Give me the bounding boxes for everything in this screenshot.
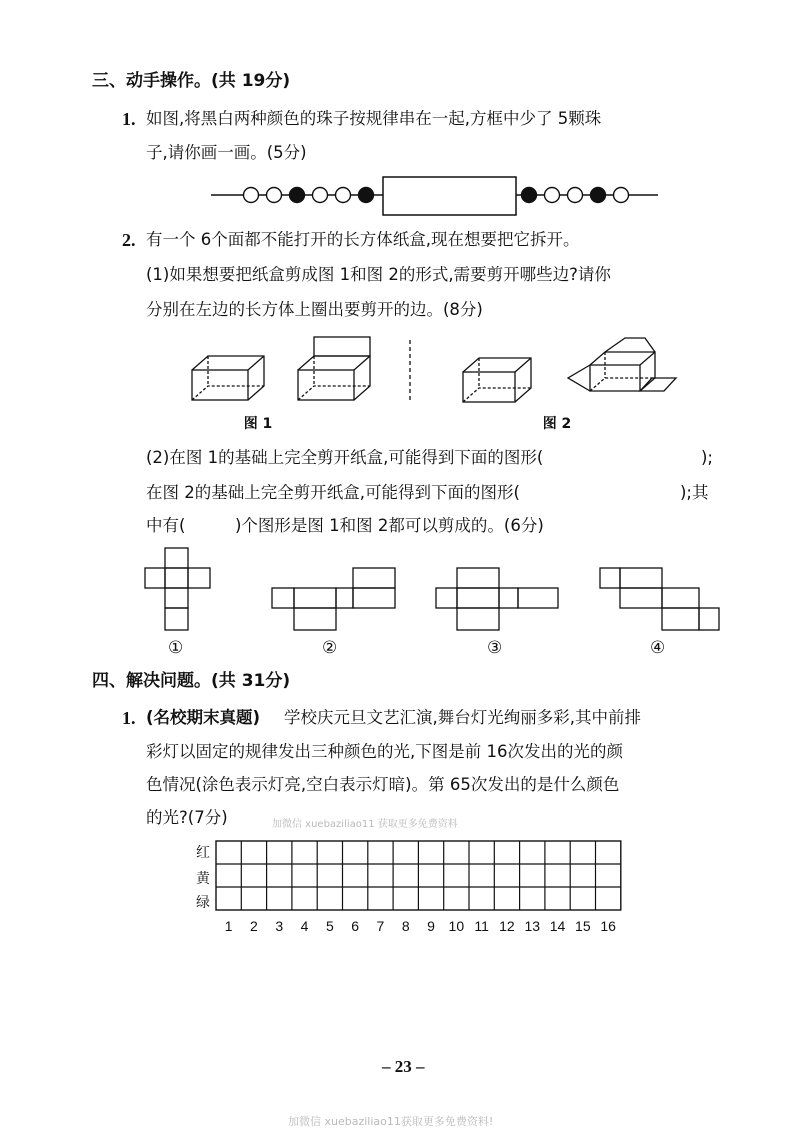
row-label-green: 绿 bbox=[196, 895, 210, 911]
q2-part2-line1: (2)在图 1的基础上完全剪开纸盒,可能得到下面的图形( bbox=[146, 448, 544, 467]
column-number: 2 bbox=[250, 918, 258, 934]
q2-text-line1: 有一个 6个面都不能打开的长方体纸盒,现在想要把它拆开。 bbox=[146, 230, 580, 249]
net-label-3: ③ bbox=[487, 638, 503, 658]
net-4 bbox=[600, 568, 719, 630]
q2-part2-line2: 在图 2的基础上完全剪开纸盒,可能得到下面的图形( bbox=[146, 483, 520, 502]
white-bead bbox=[313, 188, 328, 203]
figure2-label: 图 2 bbox=[542, 416, 572, 432]
cuboid-left-1[interactable] bbox=[192, 356, 264, 400]
column-number: 14 bbox=[549, 918, 566, 934]
q2-part2-line1-end: ); bbox=[701, 448, 713, 467]
column-number: 13 bbox=[524, 918, 541, 934]
column-number: 11 bbox=[474, 918, 489, 934]
q2-part1-line2: 分别在左边的长方体上圈出要剪开的边。(8分) bbox=[146, 300, 483, 319]
q1-text-line1: 如图,将黑白两种颜色的珠子按规律串在一起,方框中少了 5颗珠 bbox=[146, 109, 602, 128]
column-number: 9 bbox=[427, 918, 435, 934]
q2-part2-line2-end: );其 bbox=[680, 483, 709, 502]
column-number: 16 bbox=[600, 918, 616, 934]
q1-text-line2: 子,请你画一画。(5分) bbox=[146, 143, 307, 162]
s4-q1-tag: (名校期末真题) bbox=[146, 708, 261, 727]
column-number: 5 bbox=[325, 918, 334, 934]
net-label-1: ① bbox=[168, 638, 184, 658]
watermark-bottom: 加微信 xuebaziliao11获取更多免费资料! bbox=[288, 1115, 494, 1128]
section4-heading: 四、解决问题。(共 31分) bbox=[92, 671, 291, 691]
black-bead bbox=[522, 188, 537, 203]
page-number: – 23 – bbox=[382, 1057, 425, 1076]
column-number: 8 bbox=[401, 918, 410, 934]
q2-number: 2. bbox=[122, 230, 136, 250]
column-number: 4 bbox=[300, 918, 309, 934]
white-bead bbox=[568, 188, 583, 203]
cuboid-left-2[interactable] bbox=[463, 358, 531, 402]
figure1-open-box bbox=[298, 337, 370, 400]
black-bead bbox=[290, 188, 305, 203]
column-number: 7 bbox=[376, 918, 385, 934]
white-bead bbox=[614, 188, 629, 203]
white-bead bbox=[336, 188, 351, 203]
watermark-mid: 加微信 xuebaziliao11 获取更多免费资料 bbox=[272, 819, 458, 830]
net-1 bbox=[145, 548, 210, 630]
white-bead bbox=[545, 188, 560, 203]
row-label-red: 红 bbox=[196, 845, 210, 861]
black-bead bbox=[591, 188, 606, 203]
s4-q1-line1: 学校庆元旦文艺汇演,舞台灯光绚丽多彩,其中前排 bbox=[284, 708, 641, 727]
q2-part1-line1: (1)如果想要把纸盒剪成图 1和图 2的形式,需要剪开哪些边?请你 bbox=[146, 265, 611, 284]
s4-q1-line4: 的光?(7分) bbox=[146, 808, 228, 827]
missing-beads-box[interactable] bbox=[383, 177, 516, 215]
bead-string bbox=[211, 177, 658, 215]
net-3 bbox=[436, 568, 558, 630]
column-number: 10 bbox=[448, 918, 465, 934]
column-number: 3 bbox=[275, 918, 284, 934]
section3-heading: 三、动手操作。(共 19分) bbox=[92, 71, 291, 91]
q1-number: 1. bbox=[122, 109, 136, 129]
q2-part2-line3b: )个图形是图 1和图 2都可以剪成的。(6分) bbox=[235, 516, 544, 535]
s4-q1-line2: 彩灯以固定的规律发出三种颜色的光,下图是前 16次发出的光的颜 bbox=[146, 742, 623, 761]
light-grid[interactable] bbox=[216, 841, 621, 910]
net-2 bbox=[272, 568, 395, 630]
column-number: 15 bbox=[575, 918, 591, 934]
figure1-label: 图 1 bbox=[243, 416, 273, 432]
black-bead bbox=[359, 188, 374, 203]
row-label-yellow: 黄 bbox=[196, 871, 210, 887]
column-number: 1 bbox=[224, 918, 233, 934]
q2-part2-line3a: 中有( bbox=[146, 516, 186, 535]
net-label-4: ④ bbox=[650, 638, 666, 658]
s4-q1-number: 1. bbox=[122, 708, 136, 728]
column-number: 6 bbox=[351, 918, 360, 934]
figure2-unfolded-box bbox=[568, 338, 676, 391]
net-label-2: ② bbox=[322, 638, 338, 658]
white-bead bbox=[244, 188, 259, 203]
white-bead bbox=[267, 188, 282, 203]
column-number: 12 bbox=[499, 918, 515, 934]
s4-q1-line3: 色情况(涂色表示灯亮,空白表示灯暗)。第 65次发出的是什么颜色 bbox=[146, 775, 620, 794]
